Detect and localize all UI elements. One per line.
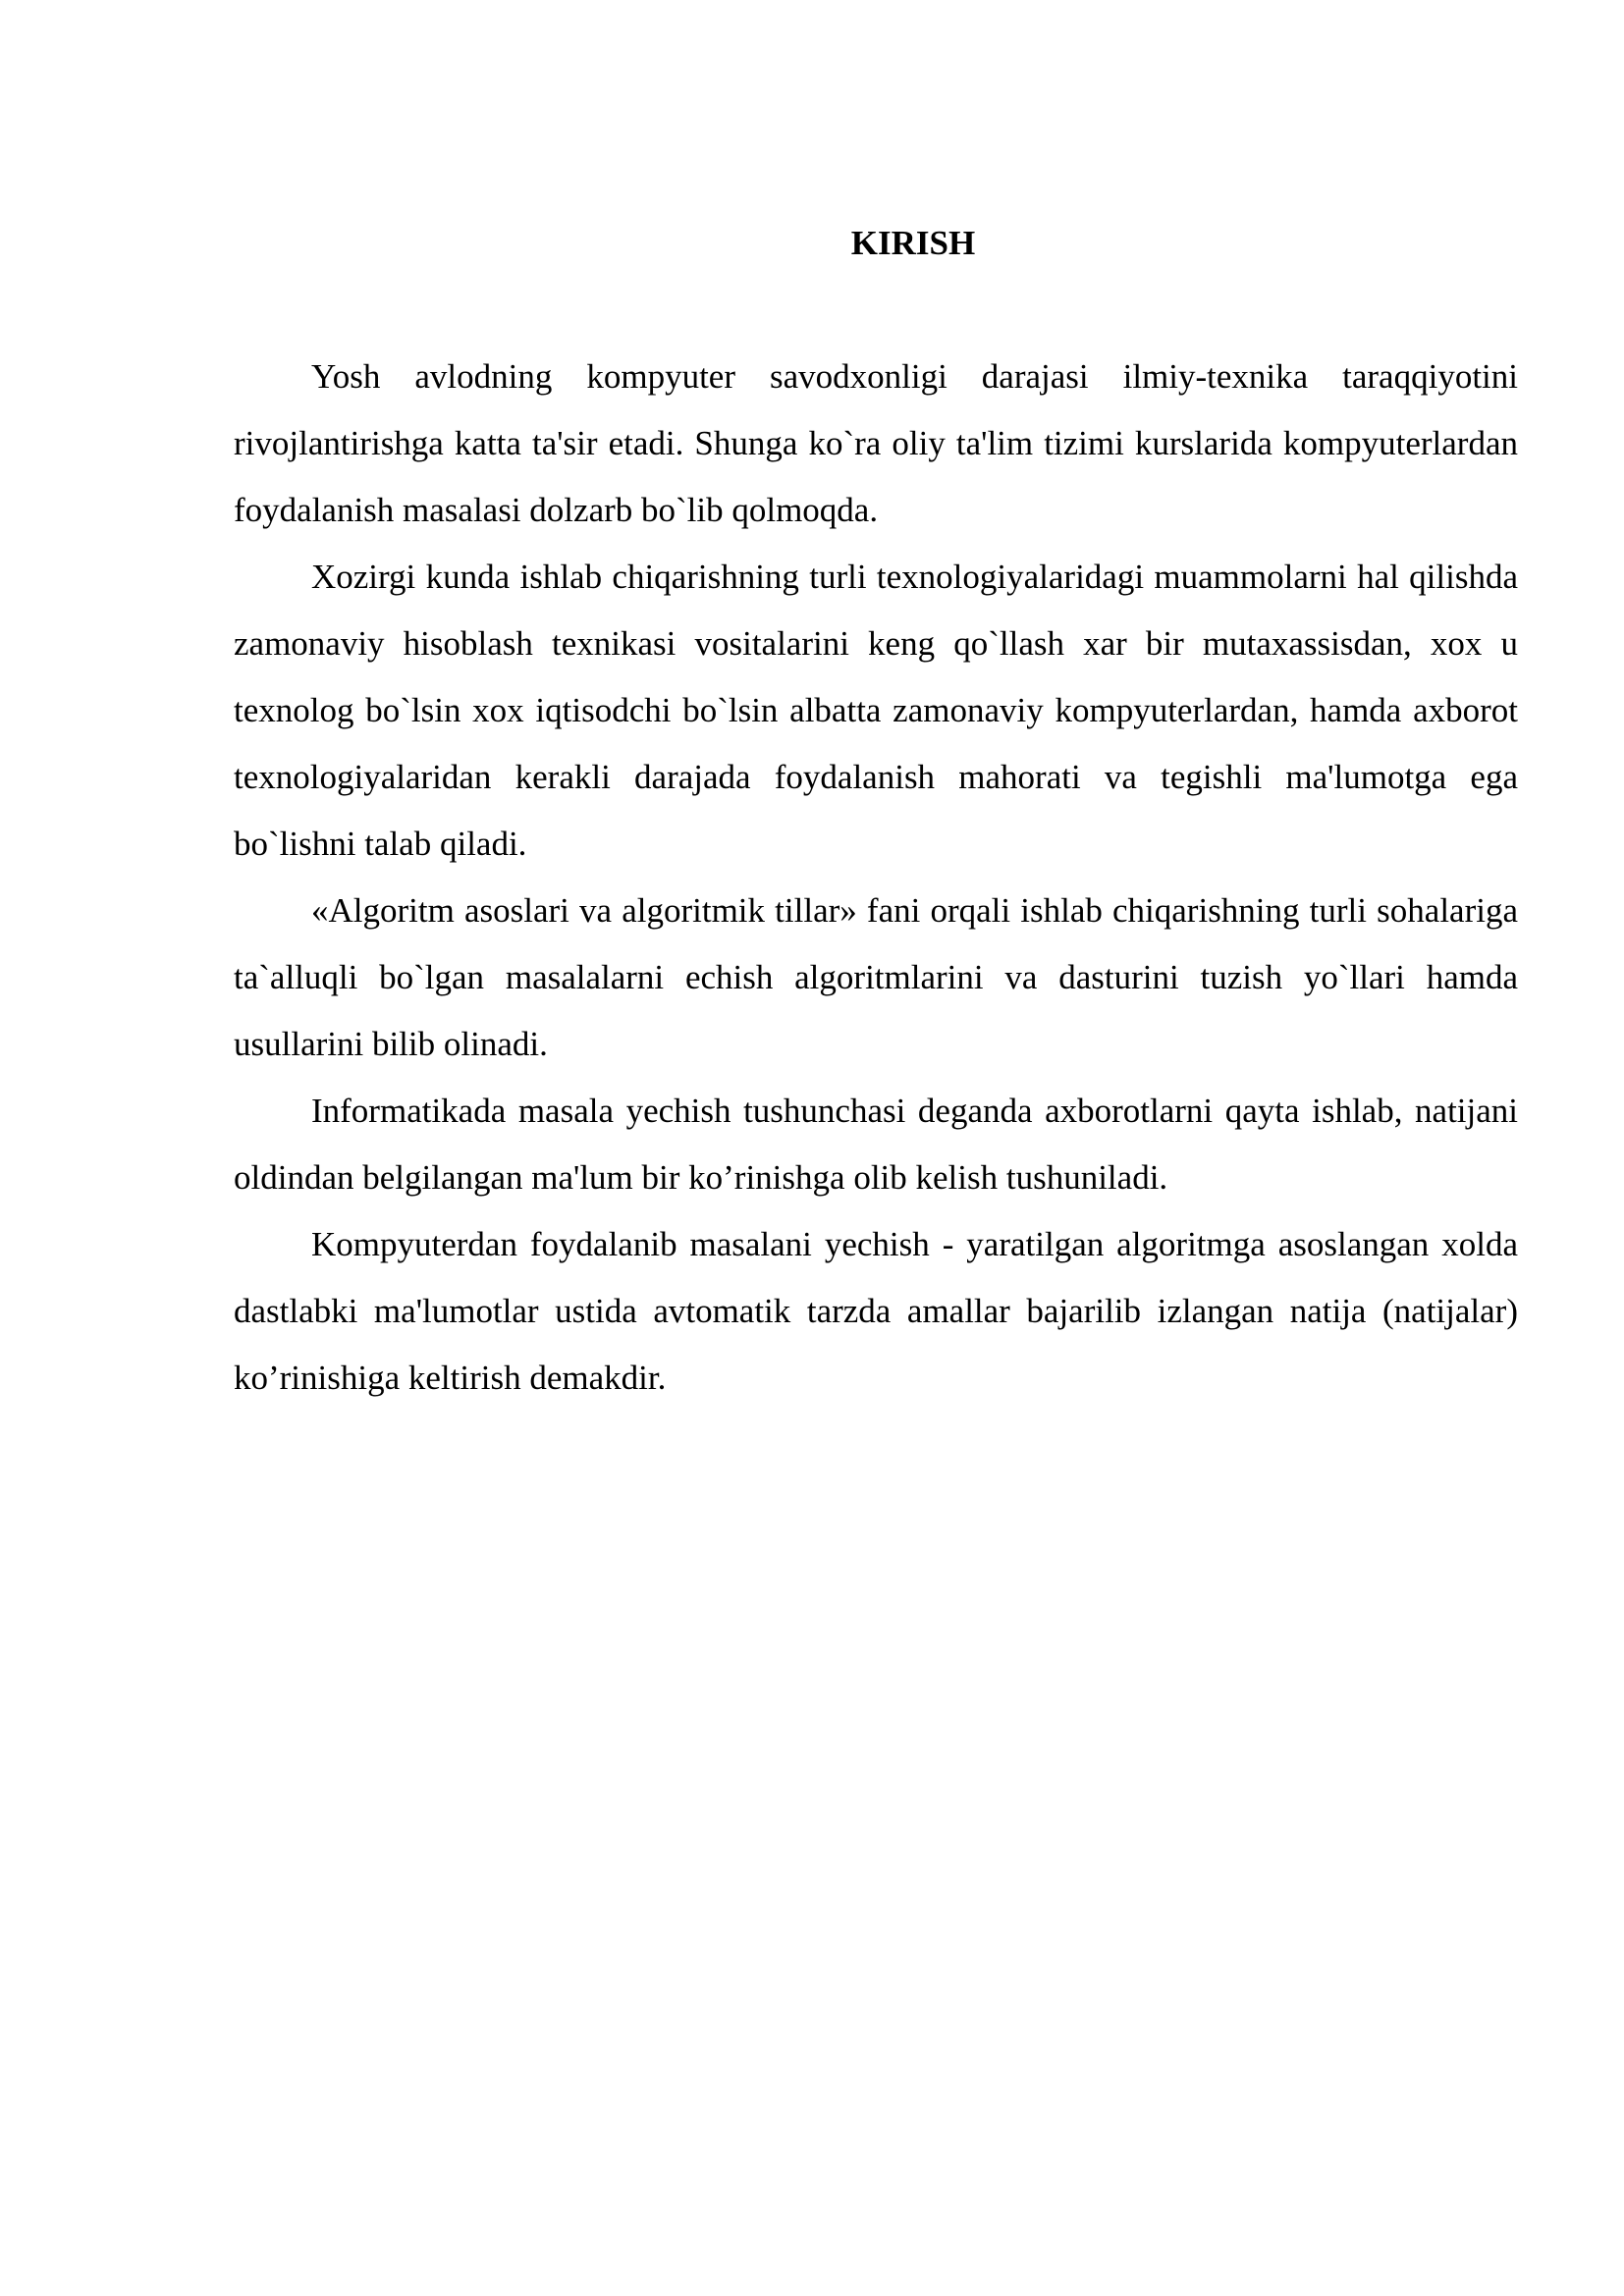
paragraph: Xozirgi kunda ishlab chiqarishning turli texnologiyalaridagi muammolarni hal qilishda zamonaviy hisoblash texnikasi vositalarini keng qo`llash xar bir mutaxassisdan, xox u texnolog bo`lsin xox iqtisodchi bo`lsin albatta zamonaviy kompyuterlardan, hamda axborot texnologiyalaridan kerakli darajada foydalanish mahorati va tegishli ma'lumotga ega bo`lishni talab qiladi. [234,558,1518,863]
paragraph: «Algoritm asoslari va algoritmik tillar» fani orqali ishlab chiqarishning turli sohalariga ta`alluqli bo`lgan masalalarni echish algoritmlarini va dasturini tuzish yo`llari hamda usullarini bilib olinadi. [234,891,1518,1063]
document-body [234,344,1518,1412]
paragraph: Informatikada masala yechish tushunchasi deganda axborotlarni qayta ishlab, natijani oldindan belgilangan ma'lum bir ko’rinishga olib kelish tushuniladi. [234,1092,1518,1197]
page-title: KIRISH [850,224,976,262]
paragraph: Yosh avlodning kompyuter savodxonligi darajasi ilmiy-texnika taraqqiyotini rivojlantirishga katta ta'sir etadi. Shunga ko`ra oliy ta'lim tizimi kurslarida kompyuterlardan foydalanish masalasi dolzarb bo`lib qolmoqda. [234,357,1518,529]
paragraph: Kompyuterdan foydalanib masalani yechish - yaratilgan algoritmga asoslangan xolda dastlabki ma'lumotlar ustida avtomatik tarzda amallar bajarilib izlangan natija (natijalar) ko’rinishiga keltirish demakdir. [234,1225,1518,1397]
